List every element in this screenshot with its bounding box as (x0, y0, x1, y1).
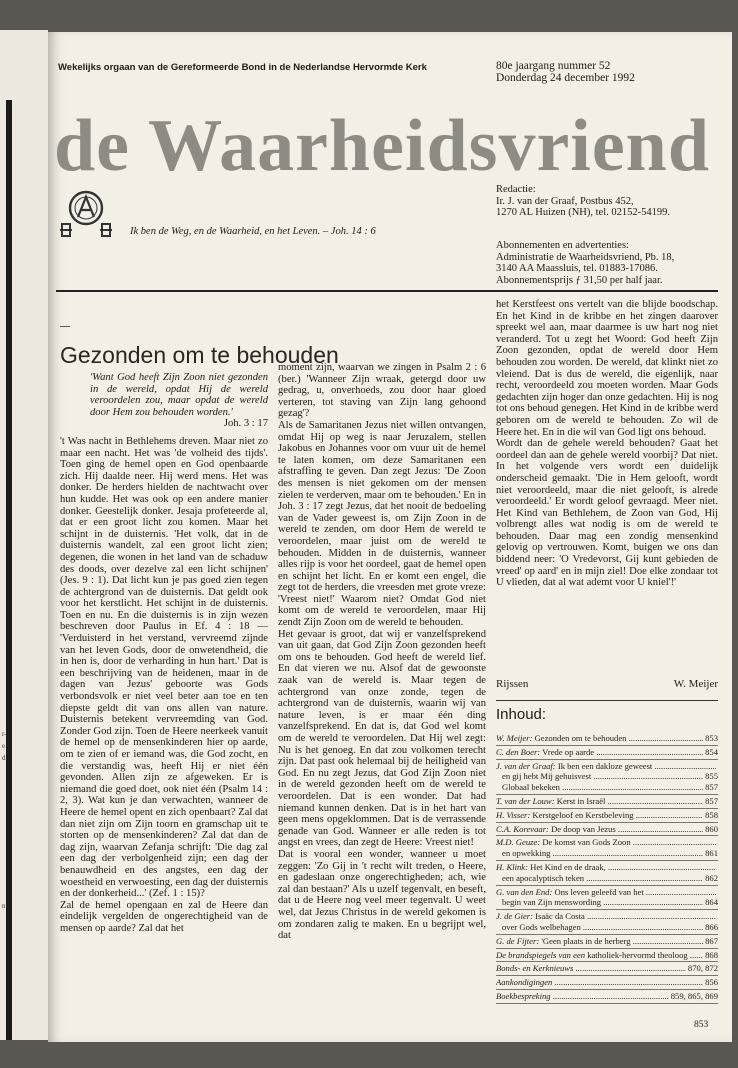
toc-author: T. van der Louw: (496, 795, 555, 806)
prev-fragment: d. (2, 754, 8, 762)
toc-title (502, 771, 703, 782)
toc-text: katholiek-hervormd theoloog (587, 949, 688, 960)
toc-page: 856 (705, 977, 718, 988)
toc-line (496, 848, 718, 859)
toc-line (496, 936, 718, 947)
toc-line (496, 837, 718, 848)
toc-title (496, 824, 703, 835)
toc-entry (496, 746, 718, 760)
toc-entry (496, 760, 718, 795)
toc-text: Ons leven geleefd van het (554, 886, 644, 897)
toc-entry (496, 732, 718, 746)
toc-page (716, 862, 718, 873)
toc-page: 864 (705, 897, 718, 908)
toc-title (502, 873, 703, 884)
toc-text: Het Kind en de draak, (530, 861, 606, 872)
prev-fragment: r- (2, 730, 7, 738)
toc-line (496, 887, 718, 898)
subscription-line: Abonnementsprijs ƒ 31,50 per half jaar. (496, 274, 663, 286)
scripture-quote: 'Want God heeft Zijn Zoon niet gezonden in de wereld, opdat Hij de wereld veroordelen zou, maar opdat de wereld door Hem zou behouden worden.' (90, 372, 268, 418)
short-divider (60, 326, 70, 327)
toc-author: Aankondigingen (496, 977, 553, 988)
header-divider (56, 290, 718, 292)
toc-author: Boekbespreking (496, 990, 551, 1001)
article-paragraph: Als de Samaritanen Jezus niet willen ontvangen, omdat Hij op weg is naar Jeruzalem, stellen Jakobus en Johannes voor om vuur uit de hemel te laten komen, om deze Samaritanen een afstraffing te geven. Dan zegt Jezus: 'De Zoon des mensen is niet gekomen om der mensen zielen te verderven, maar om te behouden.' En in Joh. 3 : 17 zegt Jezus, dat het nooit de bedoeling van de Vader geweest is, om Zijn Zoon in de wereld te zenden, om door Hem de wereld te veroordelen, maar juist om de wereld te behouden. Midden in de duisternis, wanneer alles rijp is voor het oordeel, gaat de hemel open en schijnt het licht. En er komt een engel, die zegt tot de herders, die vreesden met grote vreze: 'Vreest niet!' Waarom niet? Omdat God niet komt om de wereld te veroordelen, maar Hij zendt Zijn Zoon om de wereld te behouden. (278, 419, 486, 629)
toc-page: 860 (705, 823, 718, 834)
toc-title (496, 963, 686, 974)
prev-fragment: e (2, 742, 6, 750)
toc-author: J. de Gier: (496, 911, 533, 922)
toc-entry (496, 962, 718, 976)
toc-page (716, 837, 718, 848)
toc-author: H. Klink: (496, 861, 528, 872)
newspaper-page (48, 32, 732, 1042)
toc-author: De brandspiegels van een (496, 949, 586, 960)
toc-title (496, 761, 716, 772)
toc-author: J. van der Graaf: (496, 760, 556, 771)
prev-fragment: n: (2, 902, 8, 910)
toc-author: G. de Fijter: (496, 935, 540, 946)
subscription-line: Administratie de Waarheidsvriend, Pb. 18, (496, 251, 675, 263)
toc-author: C.A. Korevaar: (496, 823, 549, 834)
article-column-3 (496, 299, 718, 589)
editorial-line: Ir. J. van der Graaf, Postbus 452, (496, 195, 634, 207)
toc-page: 862 (705, 872, 718, 883)
article-paragraph: Wordt dan de gehele wereld behouden? Gaat het oordeel dan aan de gehele wereld voorbij? Dat niet. In het volgende vers wordt een duidelijk onderscheid gemaakt. 'Die in Hem gelooft, wordt niet veroordeeld, maar die niet gelooft, is alrede veroordeeld.' Er wordt geloof gevraagd. Meer niet. Het Kind van Bethlehem, de Zoon van God, Hij volbrengt alles wat nodig is om de wereld te behouden. Daar mag een zondig mensenkind gelovig op vertrouwen. Komt, buigen we ons dan biddend neer: 'O Vredevorst, Gij kunt gebieden de vreed' op aard' en in mijn ziel! Doe elke zondaar tot U vlieden, dat al wat ademt voor U kniel'!' (496, 438, 718, 589)
toc-line (496, 873, 718, 884)
toc-page: 861 (705, 848, 718, 859)
article-paragraph: Zal de hemel opengaan en zal de Heere dan eindelijk vergelden de ongerechtigheid van de mensen op aarde? Zal dat het (60, 899, 268, 934)
toc-text: Isaäc da Costa (535, 911, 585, 922)
toc-line (496, 862, 718, 873)
toc-title (496, 887, 716, 898)
toc-title (502, 922, 703, 933)
toc-text: Kerst in Israël (556, 795, 606, 806)
subscription-info (496, 240, 674, 286)
toc-title (496, 936, 703, 947)
toc-page: 855 (705, 771, 718, 782)
article-paragraph: Dat is vooral een wonder, wanneer u moet zeggen: 'Zo Gij in 't recht wilt treden, o Heere, en gadeslaan onze ongerechtigheden; ach, wie zal dan bestaan?' Als u uzelf tegenvalt, en beseft, dat u de Heere nog veel meer tegenvalt. U weet wel, dat Jezus Christus in de wereld gekomen is om zondaren zalig te maken. En u begrijpt wel, dat (278, 848, 486, 942)
toc-line (496, 761, 718, 772)
toc-line (496, 796, 718, 807)
toc-line (496, 963, 718, 974)
toc-title (496, 733, 703, 744)
toc-author: G. van den End: (496, 886, 553, 897)
article-column-1 (60, 372, 268, 935)
toc-text: De doop van Jezus (551, 823, 616, 834)
toc-title (496, 950, 703, 961)
toc-line (496, 810, 718, 821)
toc-entry (496, 861, 718, 886)
toc-text: Globaal bekeken (502, 782, 560, 793)
toc-entry (496, 935, 718, 949)
toc-line (496, 747, 718, 758)
toc-page: 857 (705, 782, 718, 793)
toc-entry (496, 886, 718, 911)
logo-icon (58, 188, 120, 245)
toc-text: over Gods welbehagen (502, 921, 581, 932)
toc-title (496, 747, 703, 758)
previous-page-bar (6, 100, 12, 1040)
issue-date: Donderdag 24 december 1992 (496, 72, 635, 84)
article-paragraph: 't Was nacht in Bethlehems dreven. Maar niet zo maar een nacht. Het was 'de volheid des tijds'. Toen ging de hemel open en God openbaarde zich. Hij daalde neer. Hij werd mens. Het was donker. De herders hielden de nachtwacht over hun kudde. Het was ook op een andere manier donker. Geestelijk donker. Jesaja profeteerde al, dat er een groot licht zou komen. Maar het schijnt in de duisternis. 'Het volk, dat in de duisternis wandelt, zal een groot licht zien; degenen, die wonen in het land van de schaduw des doods, over dezelve zal een licht schijnen' (Jes. 9 : 1). Dat licht kun je pas goed zien tegen de achtergrond van de duisternis. Dat geldt ook voor het kerstlicht. Het schijnt in de duisternis. Toen en nu. En die duisternis is in zijn wezen beschreven door Paulus in Ef. 4 : 18 — 'Verduisterd in het verstand, vervreemd zijnde van het leven Gods, door de onwetendheid, die in hen is, door de verharding in hun hart.' Dat is een beschrijving van de heidenen, maar in de dagen van Jezus' geboorte was Gods verbondsvolk er niet veel beter aan toe en ten diepste geldt dit van ons allen van nature. Duisternis betekent vervreemding van God. Zonder God zijn. Toen de Heere neerkeek vanuit de hemel op de mensenkinderen hier op aarde, om te zien of er iemand was, die God zocht, en die verstandig was, heeft Hij er niet één gevonden. Allen zijn ze afgeweken. Er is niemand die goed doet, ook niet één (Psalm 14 : 2, 3). Wat kun je dan verwachten, wanneer de Heere de hemel opent en zich openbaart? Zal dat dan niet zijn om Zijn toorn en gramschap uit te storten op de mensenkinderen? Zal dat dan de dag zijn, waarvan Zefanja schrijft: 'Die dag zal een dag der verbolgenheid zijn; een dag der benauwdheid en des angstes, een dag der woestheid en verwoesting, een dag der duisternis en der donkerheid...' (Zef. 1 : 15)? (60, 435, 268, 900)
article-place: Rijssen (496, 678, 529, 690)
toc-page: 867 (705, 935, 718, 946)
toc-author: H. Visser: (496, 809, 531, 820)
scripture-reference: Joh. 3 : 17 (223, 418, 268, 430)
signature-divider (496, 700, 718, 701)
toc-page: 858 (705, 809, 718, 820)
toc-page: 854 (705, 746, 718, 757)
toc-text: een apocalyptisch teken (502, 872, 585, 883)
article-signature (496, 678, 718, 690)
toc-text: Vrede op aarde (542, 746, 595, 757)
table-of-contents (496, 732, 718, 1004)
masthead-title: de Waarheidsvriend (54, 105, 710, 187)
toc-entry (496, 809, 718, 823)
toc-author: M.D. Geuze: (496, 837, 541, 848)
editorial-line: Redactie: (496, 184, 536, 195)
article-paragraph: Het gevaar is groot, dat wij er vanzelfsprekend van uit gaan, dat God Zijn Zoon gezonden heeft om ons te behouden. God heeft de wereld lief. En dat vieren we nu. Alsof dat de gewoonste zaak van de wereld is. Maar tegen de achtergrond van onze zonde, tegen de achtergrond van de duisternis, waarin wij van nature leven, is er maar één ding vanzelfsprekend. En dat is, dat God wel komt om de wereld te veroordelen. Dat Hij wel zegt: Nu is het genoeg. En dat zou volkomen terecht zijn. Dat past ook helemaal bij de heiligheid van God. En nu zegt Jezus, dat God Zijn Zoon niet in de wereld gezonden heeft om de wereld te veroordelen. Dat is een wonder. Dat had niemand kunnen denken. Dat is in het hart van geen mens opgeklommen. Dat is de verrassende genade van God. Wanneer er alle reden is tot angst en vrees, dan zegt de Heere: Vreest niet! (278, 628, 486, 849)
toc-page: 857 (705, 795, 718, 806)
contents-title: Inhoud: (496, 706, 547, 723)
toc-title (496, 911, 716, 922)
previous-page-edge (0, 30, 48, 1040)
article-paragraph: moment zijn, waarvan we zingen in Psalm 2 : 6 (ber.) 'Wanneer Zijn wraak, getergd door uw gedrag, u, onverhoeds, zou door haar gloed verteren, tot staving van Zijn lang gehoond gezag'? (278, 362, 486, 420)
toc-author: Bonds- en Kerknieuws (496, 963, 574, 974)
toc-text: Gezonden om te behouden (534, 733, 627, 743)
motto: Ik ben de Weg, en de Waarheid, en het Leven. – Joh. 14 : 6 (130, 226, 376, 237)
toc-page: 866 (705, 921, 718, 932)
toc-text: en opwekking (502, 848, 551, 859)
toc-entry (496, 910, 718, 935)
toc-title (496, 862, 716, 873)
toc-line (496, 991, 718, 1002)
toc-page (716, 911, 718, 922)
editorial-contact (496, 184, 670, 219)
toc-entry (496, 990, 718, 1004)
toc-entry (496, 823, 718, 837)
toc-entry (496, 949, 718, 963)
toc-page: 859, 865, 869 (670, 990, 718, 1001)
issue-info (496, 60, 635, 84)
toc-line (496, 733, 718, 744)
toc-page: 870, 872 (687, 963, 718, 974)
toc-text: en gij hebt Mij gehuisvest (502, 771, 592, 782)
editorial-line: 1270 AL Huizen (NH), tel. 02152-54199. (496, 207, 670, 218)
toc-title (502, 782, 703, 793)
toc-line (496, 897, 718, 908)
article-author: W. Meijer (673, 678, 718, 690)
subscription-line: Abonnementen en advertenties: (496, 240, 629, 251)
article-column-2 (278, 362, 486, 942)
toc-page (716, 887, 718, 898)
subscription-line: 3140 AA Maassluis, tel. 01883-17086. (496, 263, 658, 274)
toc-entry (496, 836, 718, 861)
page-number: 853 (694, 1020, 709, 1030)
toc-line (496, 977, 718, 988)
toc-title (496, 991, 669, 1002)
toc-title (496, 977, 703, 988)
toc-page: 853 (705, 733, 718, 743)
toc-title (502, 848, 703, 859)
toc-line (496, 922, 718, 933)
toc-entry (496, 795, 718, 809)
toc-page: 868 (705, 949, 718, 960)
toc-line (496, 782, 718, 793)
article-paragraph: het Kerstfeest ons vertelt van die blijde boodschap. En het Kind in de kribbe en het zingen daarover spreekt wel aan, maar daarmee is uw hart nog niet veranderd. Tot u zegt het Woord: God heeft Zijn Zoon gezonden, opdat de wereld door Hem behouden zou worden. De wereld, dat klinkt niet zo vleiend. Dat is dus de wereld, die eigenlijk, naar recht, veroordeeld zou moeten worden. Maar Gods gedachten zijn hoger dan onze gedachten. Hij is nog tot ons behoud genegen. Het Kind in de kribbe werd geboren om de wereld te behouden. Zo wil de Heere het. En in die wil van God ligt ons behoud. (496, 299, 718, 438)
toc-line (496, 911, 718, 922)
toc-line (496, 950, 718, 961)
article-headline: Gezonden om te behouden (60, 342, 339, 368)
toc-entry (496, 976, 718, 990)
toc-line (496, 824, 718, 835)
toc-text: begin van Zijn menswording (502, 897, 602, 908)
toc-title (496, 796, 703, 807)
toc-author: C. den Boer: (496, 746, 541, 757)
toc-page (716, 761, 718, 772)
issue-volume: 80e jaargang nummer 52 (496, 60, 611, 72)
toc-title (496, 810, 703, 821)
toc-text: Kerstgeloof en Kerstbeleving (532, 809, 634, 820)
toc-title (496, 837, 716, 848)
toc-line (496, 771, 718, 782)
tagline: Wekelijks orgaan van de Gereformeerde Bond in de Nederlandse Hervormde Kerk (58, 62, 427, 73)
toc-author: W. Meijer: (496, 733, 533, 743)
toc-text: 'Geen plaats in de herberg (541, 935, 631, 946)
toc-text: De komst van Gods Zoon (542, 837, 631, 848)
toc-text: Ik ben een dakloze geweest (557, 760, 653, 771)
toc-title (502, 897, 703, 908)
